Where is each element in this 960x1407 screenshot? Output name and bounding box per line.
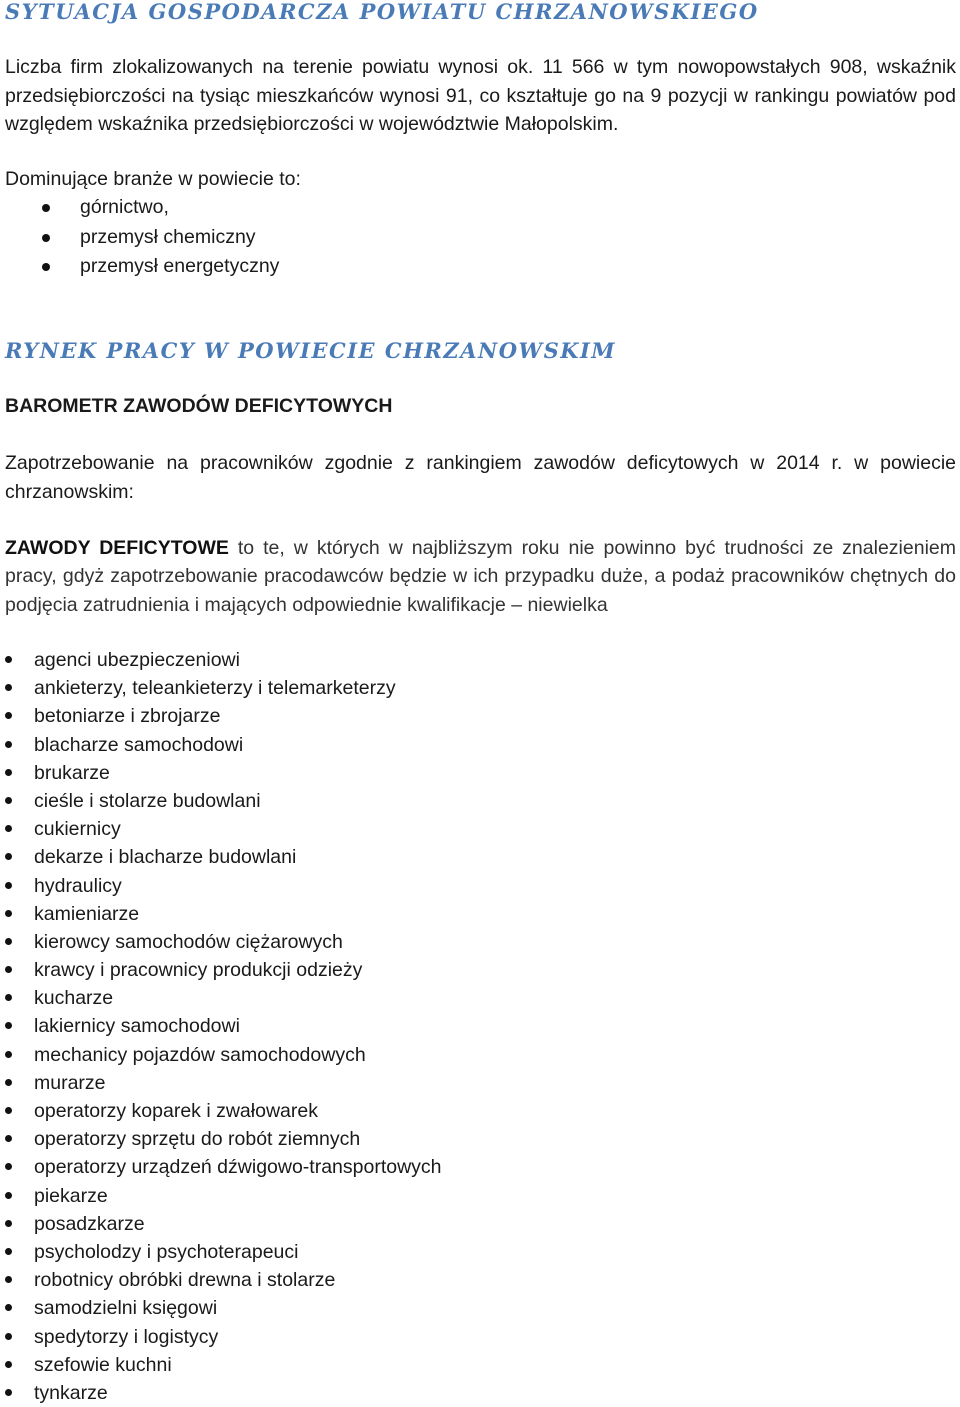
list-item-text: cieśle i stolarze budowlani — [34, 789, 261, 812]
bullet-icon — [5, 882, 12, 889]
list-item — [5, 787, 442, 815]
list-item-text: kierowcy samochodów ciężarowych — [34, 930, 343, 953]
list-item — [5, 1379, 442, 1407]
list-item-text: hydraulicy — [34, 874, 122, 897]
dominant-industries-list — [5, 193, 279, 282]
bullet-icon — [5, 769, 12, 776]
list-item — [5, 984, 442, 1012]
list-item-text: kamieniarze — [34, 902, 140, 925]
bullet-icon — [5, 1304, 12, 1311]
list-item-text: operatorzy koparek i zwałowarek — [34, 1100, 318, 1122]
list-item-text: murarze — [34, 1071, 106, 1094]
list-item — [5, 1210, 442, 1238]
bullet-icon — [42, 204, 50, 212]
bullet-icon — [5, 712, 12, 719]
bullet-icon — [5, 684, 12, 691]
list-item — [5, 1125, 442, 1153]
list-item-text: szefowie kuchni — [34, 1353, 172, 1376]
list-item-text: operatorzy sprzętu do robót ziemnych — [34, 1128, 361, 1151]
list-item-text: piekarze — [34, 1184, 108, 1207]
list-item — [5, 1238, 442, 1266]
bullet-icon — [5, 1389, 12, 1396]
bullet-icon — [5, 1022, 12, 1029]
list-item-text: przemysł chemiczny — [80, 225, 256, 248]
list-item — [5, 1097, 442, 1125]
bullet-icon — [5, 797, 12, 804]
list-item-text: operatorzy urządzeń dźwigowo-transportowych — [34, 1156, 442, 1179]
list-item-text: dekarze i blacharze budowlani — [34, 846, 297, 869]
list-item-text: górnictwo, — [80, 196, 169, 218]
list-item — [5, 1041, 442, 1069]
list-item — [5, 900, 442, 928]
section-heading-labour-market: RYNEK PRACY W POWIECIE CHRZANOWSKIM — [5, 338, 617, 363]
list-item — [5, 1182, 442, 1210]
dominant-industries-label: Dominujące branże w powiecie to: — [5, 168, 301, 190]
section-heading-economic-situation: SYTUACJA GOSPODARCZA POWIATU CHRZANOWSKIEGO — [5, 0, 759, 24]
list-item — [5, 759, 442, 787]
list-item — [5, 1069, 442, 1097]
list-item — [5, 843, 442, 871]
bullet-icon — [5, 938, 12, 945]
list-item — [5, 872, 442, 900]
list-item-text: kucharze — [34, 987, 114, 1010]
list-item — [5, 928, 442, 956]
list-item-text: psycholodzy i psychoterapeuci — [34, 1240, 299, 1263]
list-item-text: agenci ubezpieczeniowi — [34, 649, 240, 671]
list-item-text: krawcy i pracownicy produkcji odzieży — [34, 959, 363, 982]
bullet-icon — [5, 1276, 12, 1283]
bullet-icon — [42, 234, 50, 242]
list-item — [5, 1153, 442, 1181]
list-item — [5, 1294, 442, 1322]
bullet-icon — [5, 966, 12, 973]
list-item-text: spedytorzy i logistycy — [34, 1325, 219, 1348]
bullet-icon — [5, 1135, 12, 1142]
bullet-icon — [5, 994, 12, 1001]
bullet-icon — [5, 1192, 12, 1199]
definition-text: to te, w których w najbliższym roku nie powinno być trudności ze znalezieniem pracy, gdyż zapotrzebowanie pracodawców będzie w ich przypadku duże, a podaż pracowników chętnych do podjęcia zatrudnienia i mających odpowiednie kwalifikacje – niewielka — [5, 537, 956, 616]
list-item — [5, 815, 442, 843]
list-item — [5, 702, 442, 730]
bullet-icon — [42, 263, 50, 271]
list-item — [5, 252, 279, 282]
list-item-text: betoniarze i zbrojarze — [34, 705, 221, 728]
bullet-icon — [5, 1107, 12, 1114]
bullet-icon — [5, 741, 12, 748]
list-item-text: przemysł energetyczny — [80, 255, 280, 277]
list-item — [5, 646, 442, 674]
list-item-text: cukiernicy — [34, 818, 121, 841]
list-item-text: blacharze samochodowi — [34, 733, 244, 756]
bullet-icon — [5, 853, 12, 860]
bullet-icon — [5, 1361, 12, 1368]
list-item-text: samodzielni księgowi — [34, 1297, 218, 1320]
list-item — [5, 223, 279, 253]
definition-term: ZAWODY DEFICYTOWE — [5, 537, 229, 559]
list-item-text: posadzkarze — [34, 1212, 145, 1235]
list-item — [5, 1012, 442, 1040]
list-item-text: mechanicy pojazdów samochodowych — [34, 1043, 366, 1066]
list-item — [5, 1351, 442, 1379]
subheading-barometer: BAROMETR ZAWODÓW DEFICYTOWYCH — [5, 395, 393, 417]
list-item — [5, 731, 442, 759]
bullet-icon — [5, 1220, 12, 1227]
bullet-icon — [5, 825, 12, 832]
list-item — [5, 674, 442, 702]
definition-paragraph — [5, 534, 956, 619]
list-item — [5, 1266, 442, 1294]
bullet-icon — [5, 656, 12, 663]
bullet-icon — [5, 1051, 12, 1058]
bullet-icon — [5, 1163, 12, 1170]
list-item — [5, 1323, 442, 1351]
list-item-text: brukarze — [34, 761, 110, 784]
list-item-text: robotnicy obróbki drewna i stolarze — [34, 1269, 336, 1292]
intro-paragraph: Liczba firm zlokalizowanych na terenie powiatu wynosi ok. 11 566 w tym nowopowstałych 908, wskaźnik przedsiębiorczości na tysiąc mieszkańców wynosi 91, co kształtuje go na 9 pozycji w rankingu powiatów pod względem wskaźnika przedsiębiorczości w województwie Małopolskim. — [5, 56, 956, 135]
list-item-text: ankieterzy, teleankieterzy i telemarketerzy — [34, 677, 396, 700]
bullet-icon — [5, 1079, 12, 1086]
list-item — [5, 956, 442, 984]
bullet-icon — [5, 910, 12, 917]
deficit-jobs-list — [5, 646, 442, 1407]
list-item-text: lakiernicy samochodowi — [34, 1015, 240, 1038]
list-item-text: tynkarze — [34, 1381, 108, 1404]
bullet-icon — [5, 1248, 12, 1255]
demand-paragraph: Zapotrzebowanie na pracowników zgodnie z rankingiem zawodów deficytowych w 2014 r. w powiecie chrzanowskim: — [5, 452, 956, 503]
list-item — [5, 193, 279, 223]
bullet-icon — [5, 1333, 12, 1340]
